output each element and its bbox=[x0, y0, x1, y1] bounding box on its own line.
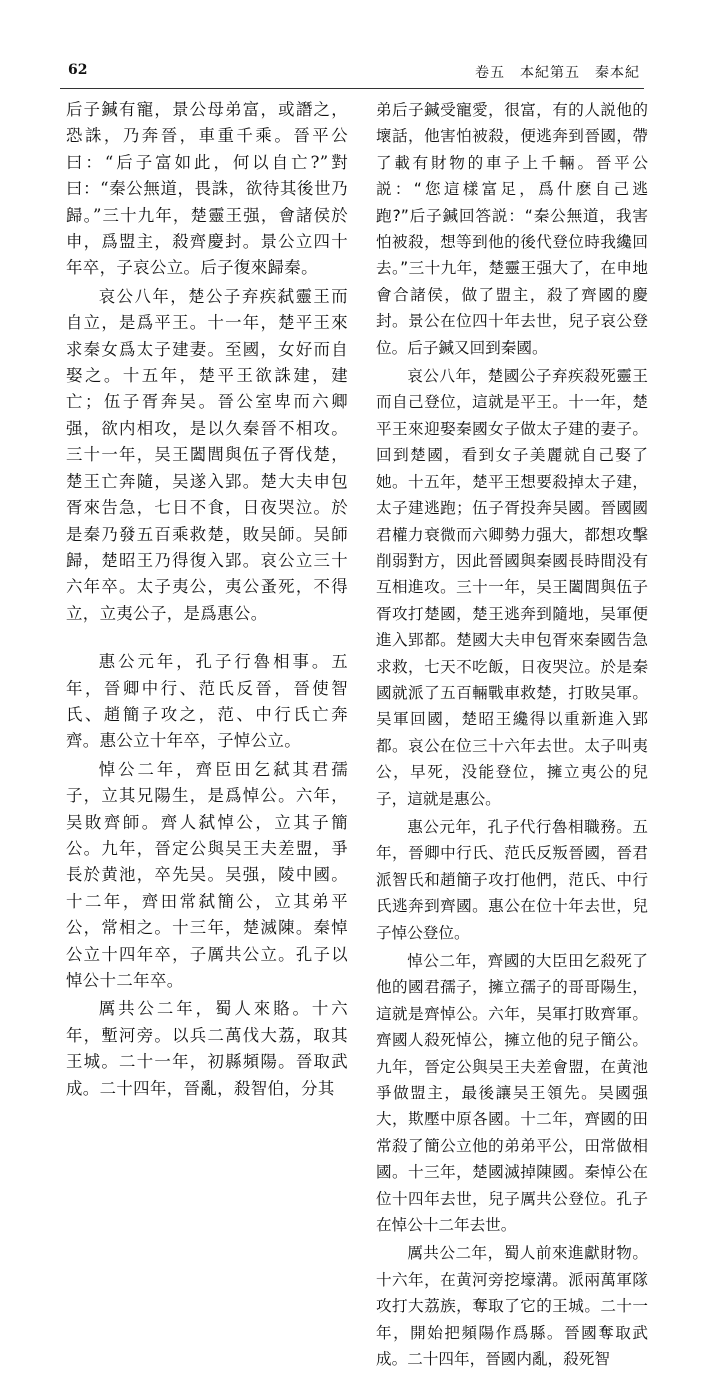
page-header bbox=[60, 62, 640, 84]
paragraph: 惠公元年，孔子代行魯相職務。五年，晉卿中行氏、范氏反叛晉國，晉君派智氏和趙簡子攻打他們，范氏、中行氏逃奔到齊國。惠公在位十年去世，兒子悼公登位。 bbox=[376, 817, 648, 942]
paragraph: 后子鍼有寵，景公母弟富，或譖之，恐誅，乃奔晉，車重千乘。晉平公曰：“后子富如此，何以自亡?”對曰：“秦公無道，畏誅，欲待其後世乃歸。”三十九年，楚靈王强，會諸侯於申，爲盟主，殺齊慶封。景公立四十年卒，子哀公立。后子復來歸秦。 bbox=[66, 100, 348, 278]
running-title: 卷五 本紀第五 秦本紀 bbox=[475, 65, 640, 81]
page-number: 62 bbox=[68, 62, 88, 78]
paragraph: 哀公八年，楚公子弃疾弑靈王而自立，是爲平王。十一年，楚平王來求秦女爲太子建妻。至國，女好而自娶之。十五年，楚平王欲誅建，建亡；伍子胥奔吴。晉公室卑而六卿强，欲内相攻，是以久秦晉不相攻。三十一年，吴王闔閭與伍子胥伐楚，楚王亡奔隨，吴遂入郢。楚大夫申包胥來告急，七日不食，日夜哭泣。於是秦乃發五百乘救楚，敗吴師。吴師歸，楚昭王乃得復入郢。哀公立三十六年卒。太子夷公，夷公蚤死，不得立，立夷公子，是爲惠公。 bbox=[66, 286, 348, 623]
paragraph: 厲共公二年，蜀人前來進獻財物。十六年，在黄河旁挖壕溝。派兩萬軍隊攻打大荔族，奪取了它的王城。二十一年，開始把頻陽作爲縣。晉國奪取武成。二十四年，晉國内亂，殺死智 bbox=[376, 1244, 648, 1369]
paragraph: 厲共公二年，蜀人來賂。十六年，塹河旁。以兵二萬伐大荔，取其王城。二十一年，初縣頻陽。晉取武成。二十四年，晉亂，殺智伯，分其 bbox=[66, 999, 348, 1098]
text-columns bbox=[60, 97, 648, 1369]
paragraph: 悼公二年，齊國的大臣田乞殺死了他的國君孺子，擁立孺子的哥哥陽生，這就是齊悼公。六年，吴軍打敗齊軍。齊國人殺死悼公，擁立他的兒子簡公。九年，晉定公與吴王夫差會盟，在黄池爭做盟主，最後讓吴王領先。吴國强大，欺壓中原各國。十二年，齊國的田常殺了簡公立他的弟弟平公，田常做相國。十三年，楚國滅掉陳國。秦悼公在位十四年去世，兒子厲共公登位。孔子在悼公十二年去世。 bbox=[376, 952, 648, 1235]
header-rule bbox=[60, 88, 644, 89]
translation-column bbox=[376, 97, 648, 1375]
paragraph: 惠公元年，孔子行魯相事。五年，晉卿中行、范氏反晉，晉使智氏、趙簡子攻之，范、中行氏亡奔齊。惠公立十年卒，子悼公立。 bbox=[66, 652, 348, 751]
paragraph: 弟后子鍼受寵愛，很富，有的人説他的壞話，他害怕被殺，便逃奔到晉國，帶了載有財物的車子上千輛。晉平公説：“您這樣富足，爲什麽自己逃跑?”后子鍼回答説：“秦公無道，我害怕被殺，想等到他的後代登位時我纔回去。”三十九年，楚靈王强大了，在申地會合諸侯，做了盟主，殺了齊國的慶封。景公在位四十年去世，兒子哀公登位。后子鍼又回到秦國。 bbox=[376, 101, 648, 357]
paragraph: 悼公二年，齊臣田乞弑其君孺子，立其兄陽生，是爲悼公。六年，吴敗齊師。齊人弑悼公，立其子簡公。九年，晉定公與吴王夫差盟，爭長於黄池，卒先吴。吴强，陵中國。十二年，齊田常弑簡公，立其弟平公，常相之。十三年，楚滅陳。秦悼公立十四年卒，子厲共公立。孔子以悼公十二年卒。 bbox=[66, 759, 348, 990]
paragraph: 哀公八年，楚國公子弃疾殺死靈王而自己登位，這就是平王。十一年，楚平王來迎娶秦國女子做太子建的妻子。回到楚國，看到女子美麗就自己娶了她。十五年，楚平王想要殺掉太子建，太子建逃跑；伍子胥投奔吴國。晉國國君權力衰微而六卿勢力强大，都想攻擊削弱對方，因此晉國與秦國長時間没有互相進攻。三十一年，吴王闔閭與伍子胥攻打楚國，楚王逃奔到隨地，吴軍便進入郢都。楚國大夫申包胥來秦國告急求救，七天不吃飯，日夜哭泣。於是秦國就派了五百輛戰車救楚，打敗吴軍。吴軍回國，楚昭王纔得以重新進入郢都。哀公在位三十六年去世。太子叫夷公，早死，没能登位，擁立夷公的兒子，這就是惠公。 bbox=[376, 367, 648, 808]
classical-text-column bbox=[66, 97, 348, 1104]
